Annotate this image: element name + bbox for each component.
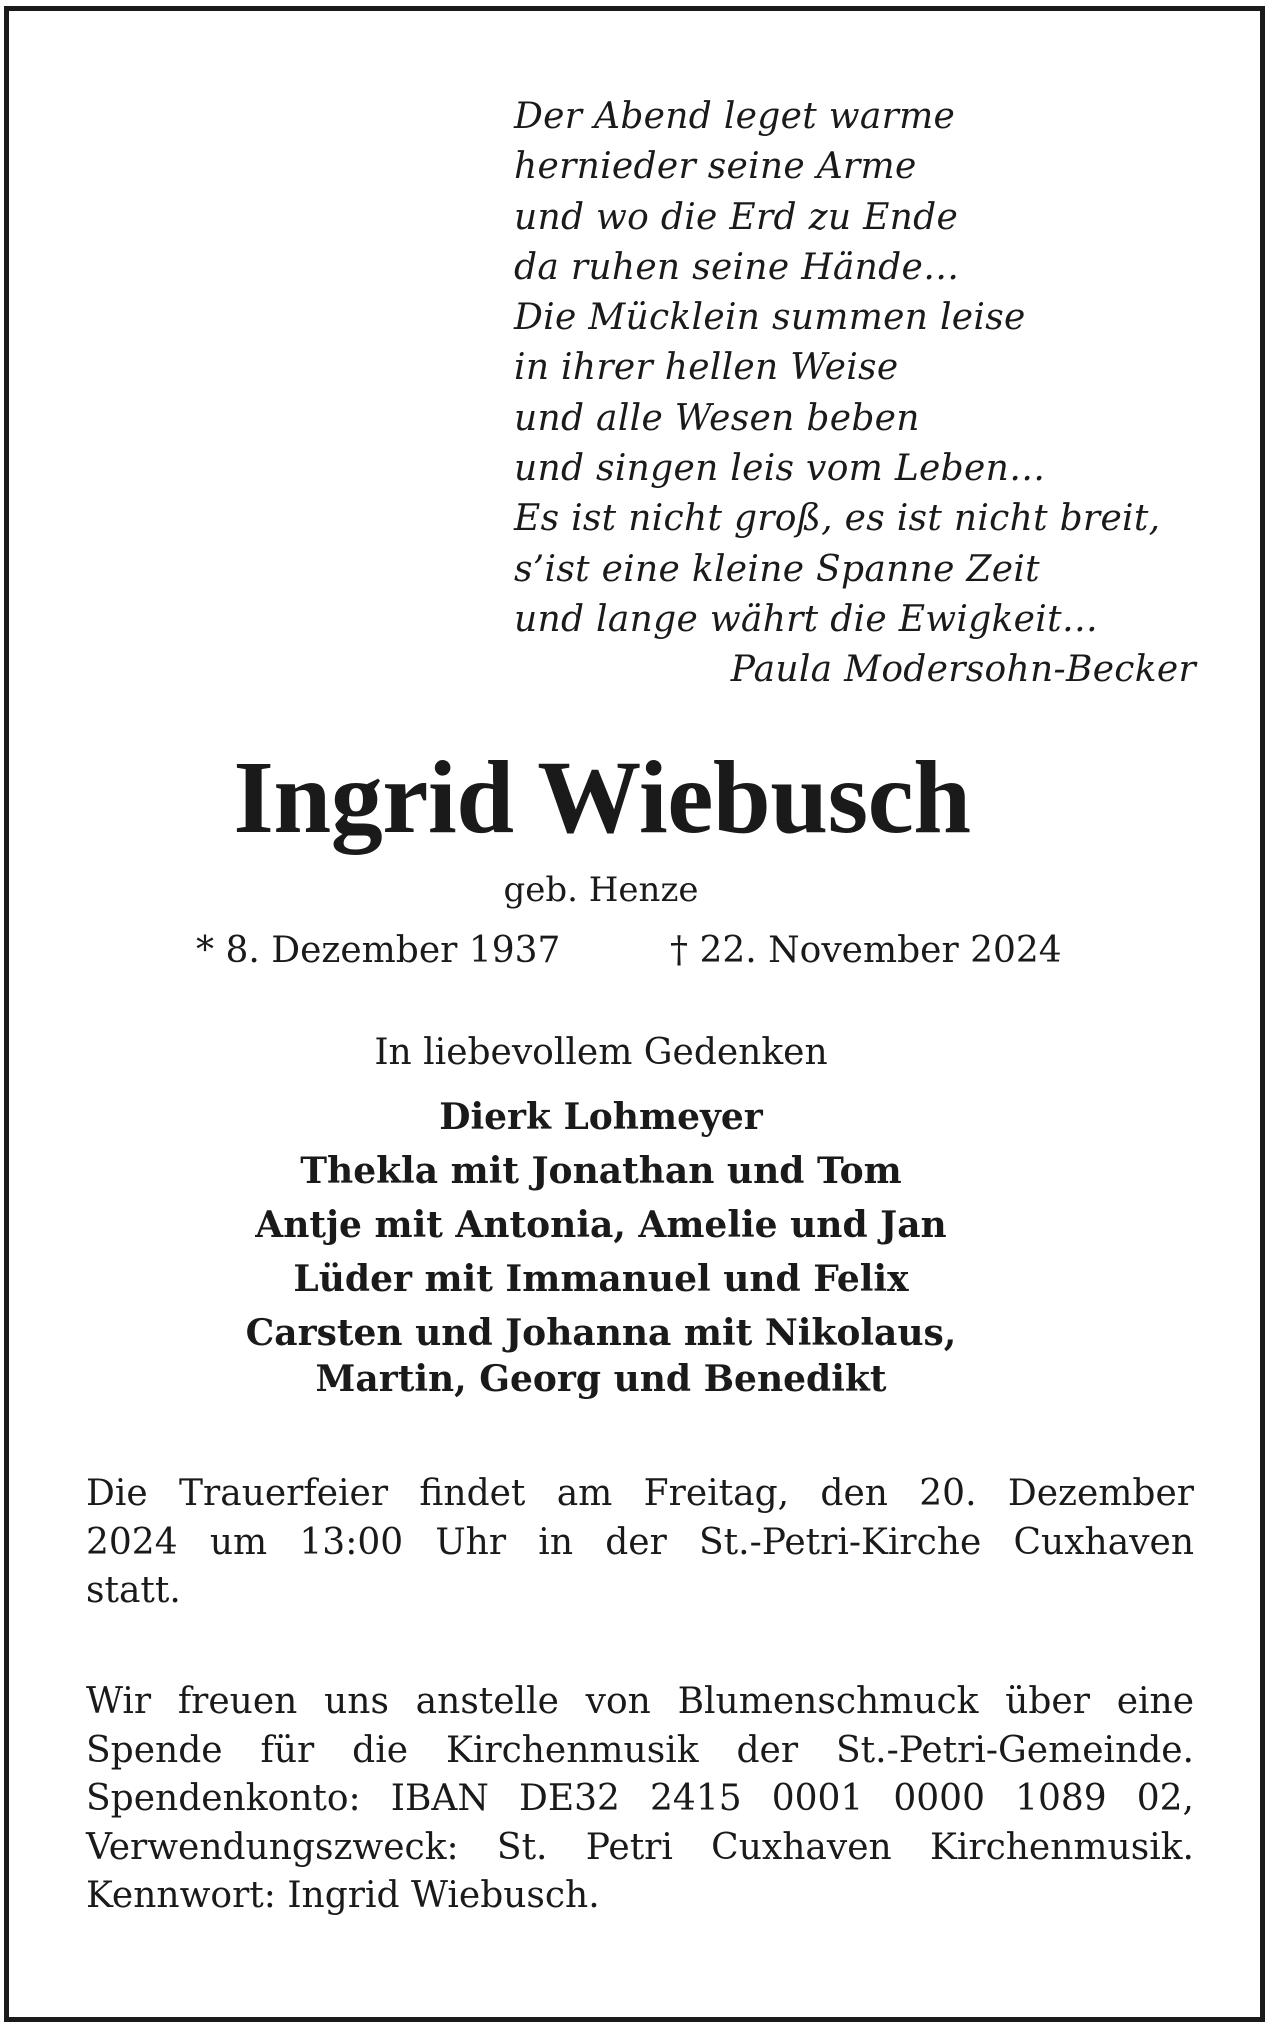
poem-line: und singen leis vom Leben… — [514, 448, 1046, 490]
deceased-name: Ingrid Wiebusch — [233, 740, 971, 855]
poem-line: in ihrer hellen Weise — [514, 347, 899, 389]
poem-line: hernieder seine Arme — [514, 146, 917, 188]
donation-notice-line: Kennwort: Ingrid Wiebusch. — [86, 1875, 600, 1916]
poem-author: Paula Modersohn-Becker — [730, 649, 1196, 691]
funeral-notice-line: statt. — [86, 1570, 181, 1611]
poem-line: Der Abend leget warme — [514, 96, 956, 137]
donation-notice-line: Wir freuen uns anstelle von Blumenschmuck über eine — [86, 1681, 1194, 1722]
mourner: Antje mit Antonia, Amelie und Jan — [255, 1204, 947, 1246]
donation-notice-line: Spende für die Kirchenmusik der St.-Petri-Gemeinde. — [86, 1729, 1194, 1771]
mourners-list — [0, 1094, 1280, 1410]
donation-notice-line: Verwendungszweck: St. Petri Cuxhaven Kirchenmusik. — [86, 1826, 1194, 1868]
mourner: Dierk Lohmeyer — [439, 1096, 763, 1138]
mourner: Lüder mit Immanuel und Felix — [293, 1258, 909, 1300]
funeral-notice — [86, 1470, 1194, 1616]
mourner: Martin, Georg und Benedikt — [315, 1358, 887, 1400]
poem-line: Die Mücklein summen leise — [514, 297, 1026, 339]
poem-line: s’ist eine kleine Spanne Zeit — [514, 548, 1040, 590]
donation-notice-line: Spendenkonto: IBAN DE32 2415 0001 0000 1089 02, — [86, 1778, 1194, 1819]
poem — [514, 92, 1196, 696]
funeral-notice-line: 2024 um 13:00 Uhr in der St.-Petri-Kirche Cuxhaven — [86, 1521, 1194, 1563]
poem-line: und wo die Erd zu Ende — [514, 196, 959, 238]
poem-line: da ruhen seine Hände… — [514, 246, 960, 288]
poem-line: Es ist nicht groß, es ist nicht breit, — [514, 498, 1161, 540]
mourner: Carsten und Johanna mit Nikolaus, — [245, 1312, 957, 1354]
mourner: Thekla mit Jonathan und Tom — [300, 1150, 902, 1192]
birth-date: * 8. Dezember 1937 — [196, 930, 561, 971]
funeral-notice-line: Die Trauerfeier findet am Freitag, den 20. Dezember — [86, 1473, 1194, 1514]
memory-line: In liebevollem Gedenken — [374, 1032, 828, 1073]
death-date: † 22. November 2024 — [670, 930, 1062, 971]
poem-line: und lange währt die Ewigkeit… — [514, 598, 1099, 640]
born-name: geb. Henze — [503, 870, 699, 910]
donation-notice — [86, 1678, 1194, 1921]
poem-line: und alle Wesen beben — [514, 397, 920, 439]
